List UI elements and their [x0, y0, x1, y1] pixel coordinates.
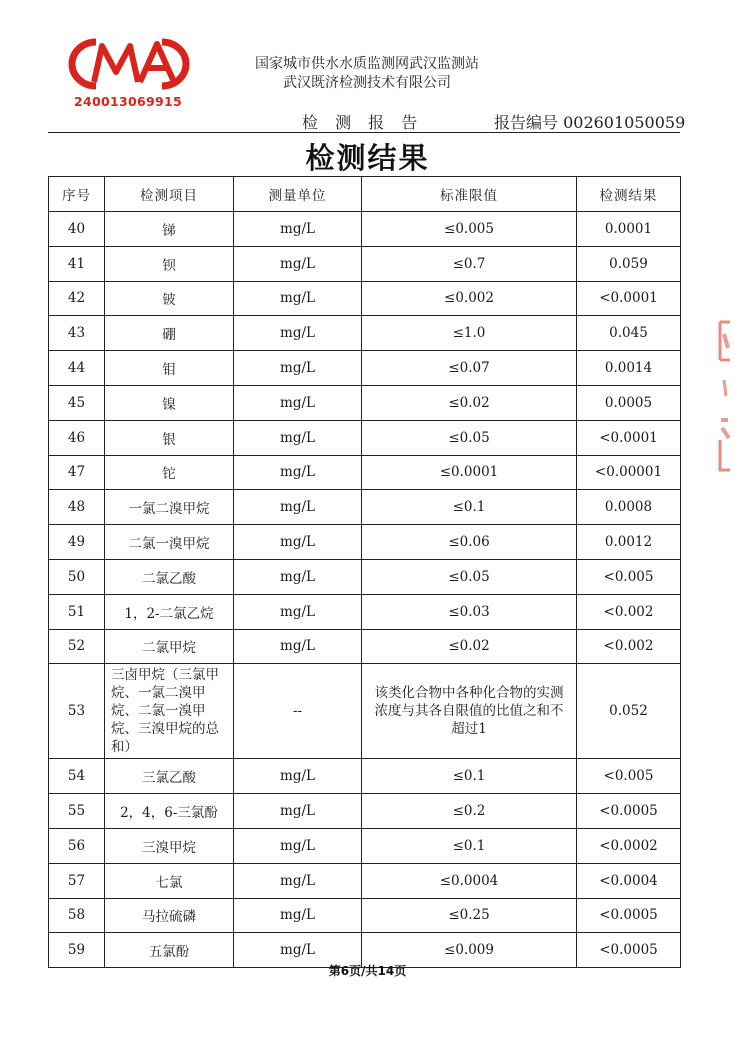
table-row: [49, 281, 681, 316]
cell-result: <0.005: [577, 559, 681, 594]
cell-result: 0.059: [577, 246, 681, 281]
table-row: [49, 863, 681, 898]
cell-no: 54: [49, 759, 105, 794]
table-body: [49, 212, 681, 968]
cell-item: 银: [105, 420, 234, 455]
table-row: [49, 316, 681, 351]
cell-unit: mg/L: [234, 212, 362, 247]
cell-item: 二氯甲烷: [105, 629, 234, 664]
cell-limit: ≤0.02: [362, 385, 577, 420]
organization-name: [232, 55, 502, 93]
cell-item: 铊: [105, 455, 234, 490]
cell-no: 46: [49, 420, 105, 455]
cell-item: 2，4，6-三氯酚: [105, 794, 234, 829]
org-line-2: 武汉既济检测技术有限公司: [283, 75, 451, 91]
cell-no: 58: [49, 898, 105, 933]
cell-result: <0.0001: [577, 420, 681, 455]
cell-item: 二氯乙酸: [105, 559, 234, 594]
table-row: [49, 794, 681, 829]
cell-no: 48: [49, 490, 105, 525]
cell-item: 硼: [105, 316, 234, 351]
cell-unit: mg/L: [234, 246, 362, 281]
cell-result: <0.0002: [577, 828, 681, 863]
cell-item: 铍: [105, 281, 234, 316]
table-row: [49, 385, 681, 420]
cell-item: 钼: [105, 351, 234, 386]
cell-result: 0.045: [577, 316, 681, 351]
cell-item: 镍: [105, 385, 234, 420]
cell-unit: mg/L: [234, 759, 362, 794]
table-row: [49, 246, 681, 281]
cell-unit: mg/L: [234, 594, 362, 629]
cell-unit: mg/L: [234, 351, 362, 386]
cell-limit: ≤1.0: [362, 316, 577, 351]
cell-item: 七氯: [105, 863, 234, 898]
col-header-no: 序号: [49, 177, 105, 212]
col-header-unit: 测量单位: [234, 177, 362, 212]
cell-unit: mg/L: [234, 863, 362, 898]
cell-limit: ≤0.02: [362, 629, 577, 664]
table-row: [49, 212, 681, 247]
cell-unit: mg/L: [234, 490, 362, 525]
cell-no: 40: [49, 212, 105, 247]
cell-unit: mg/L: [234, 828, 362, 863]
col-header-item: 检测项目: [105, 177, 234, 212]
cell-result: <0.0005: [577, 933, 681, 968]
cell-item: 锑: [105, 212, 234, 247]
seal-edge-stamp: [712, 320, 732, 480]
cell-limit: 该类化合物中各种化合物的实测浓度与其各自限值的比值之和不超过1: [362, 664, 577, 759]
cell-item: 钡: [105, 246, 234, 281]
table-row: [49, 351, 681, 386]
cell-limit: ≤0.1: [362, 828, 577, 863]
col-header-limit: 标准限值: [362, 177, 577, 212]
cell-result: <0.0004: [577, 863, 681, 898]
cell-result: <0.002: [577, 629, 681, 664]
cell-limit: ≤0.1: [362, 759, 577, 794]
table-row: [49, 420, 681, 455]
cell-result: <0.0005: [577, 898, 681, 933]
cell-limit: ≤0.009: [362, 933, 577, 968]
cell-no: 44: [49, 351, 105, 386]
cell-no: 57: [49, 863, 105, 898]
cell-limit: ≤0.0001: [362, 455, 577, 490]
table-row: [49, 664, 681, 759]
cell-no: 45: [49, 385, 105, 420]
cell-limit: ≤0.0004: [362, 863, 577, 898]
cell-result: 0.0012: [577, 525, 681, 560]
cell-limit: ≤0.2: [362, 794, 577, 829]
cell-limit: ≤0.05: [362, 559, 577, 594]
cell-result: <0.0005: [577, 794, 681, 829]
cell-item: 五氯酚: [105, 933, 234, 968]
cell-result: 0.0008: [577, 490, 681, 525]
cell-no: 49: [49, 525, 105, 560]
cell-limit: ≤0.7: [362, 246, 577, 281]
cell-no: 42: [49, 281, 105, 316]
table-row: [49, 629, 681, 664]
page-title: 检测结果: [305, 141, 430, 175]
cma-logo: [66, 36, 190, 116]
table-row: [49, 559, 681, 594]
cell-item: 马拉硫磷: [105, 898, 234, 933]
table-row: [49, 455, 681, 490]
cell-unit: mg/L: [234, 455, 362, 490]
cell-no: 41: [49, 246, 105, 281]
table-row: [49, 525, 681, 560]
cma-code: 240013069915: [74, 94, 182, 109]
cell-unit: mg/L: [234, 794, 362, 829]
cell-result: 0.052: [577, 664, 681, 759]
report-number: 报告编号 002601050059: [494, 113, 686, 132]
cell-no: 47: [49, 455, 105, 490]
cell-no: 59: [49, 933, 105, 968]
header-divider: [48, 132, 680, 133]
cell-unit: mg/L: [234, 933, 362, 968]
cell-limit: ≤0.002: [362, 281, 577, 316]
cma-mark-icon: [66, 36, 190, 92]
cell-item: 三溴甲烷: [105, 828, 234, 863]
cell-unit: mg/L: [234, 281, 362, 316]
cell-item: 三卤甲烷（三氯甲烷、一氯二溴甲烷、二氯一溴甲烷、三溴甲烷的总和）: [105, 664, 234, 759]
table-header-row: [49, 177, 681, 212]
cell-unit: mg/L: [234, 316, 362, 351]
cell-item: 二氯一溴甲烷: [105, 525, 234, 560]
cell-item: 三氯乙酸: [105, 759, 234, 794]
cell-no: 52: [49, 629, 105, 664]
table-row: [49, 828, 681, 863]
cell-item: 1，2-二氯乙烷: [105, 594, 234, 629]
cell-limit: ≤0.1: [362, 490, 577, 525]
cell-no: 51: [49, 594, 105, 629]
cell-unit: mg/L: [234, 385, 362, 420]
cell-result: <0.002: [577, 594, 681, 629]
cell-unit: mg/L: [234, 629, 362, 664]
table-row: [49, 594, 681, 629]
report-label: 检 测 报 告: [302, 113, 424, 132]
cell-unit: mg/L: [234, 898, 362, 933]
cell-no: 50: [49, 559, 105, 594]
col-header-result: 检测结果: [577, 177, 681, 212]
cell-unit: mg/L: [234, 420, 362, 455]
page-footer: 第6页/共14页: [328, 964, 407, 978]
cell-no: 56: [49, 828, 105, 863]
cell-unit: --: [234, 664, 362, 759]
cell-limit: ≤0.03: [362, 594, 577, 629]
cell-no: 53: [49, 664, 105, 759]
table-row: [49, 490, 681, 525]
cell-limit: ≤0.07: [362, 351, 577, 386]
cell-result: 0.0001: [577, 212, 681, 247]
cell-result: 0.0014: [577, 351, 681, 386]
results-table: [48, 176, 681, 968]
cell-result: <0.0001: [577, 281, 681, 316]
cell-limit: ≤0.06: [362, 525, 577, 560]
cell-limit: ≤0.25: [362, 898, 577, 933]
cell-unit: mg/L: [234, 525, 362, 560]
cell-limit: ≤0.005: [362, 212, 577, 247]
table-row: [49, 898, 681, 933]
cell-item: 一氯二溴甲烷: [105, 490, 234, 525]
table-row: [49, 759, 681, 794]
cell-result: <0.00001: [577, 455, 681, 490]
cell-limit: ≤0.05: [362, 420, 577, 455]
cell-no: 43: [49, 316, 105, 351]
cell-unit: mg/L: [234, 559, 362, 594]
org-line-1: 国家城市供水水质监测网武汉监测站: [255, 56, 479, 72]
cell-result: <0.005: [577, 759, 681, 794]
cell-no: 55: [49, 794, 105, 829]
cell-result: 0.0005: [577, 385, 681, 420]
